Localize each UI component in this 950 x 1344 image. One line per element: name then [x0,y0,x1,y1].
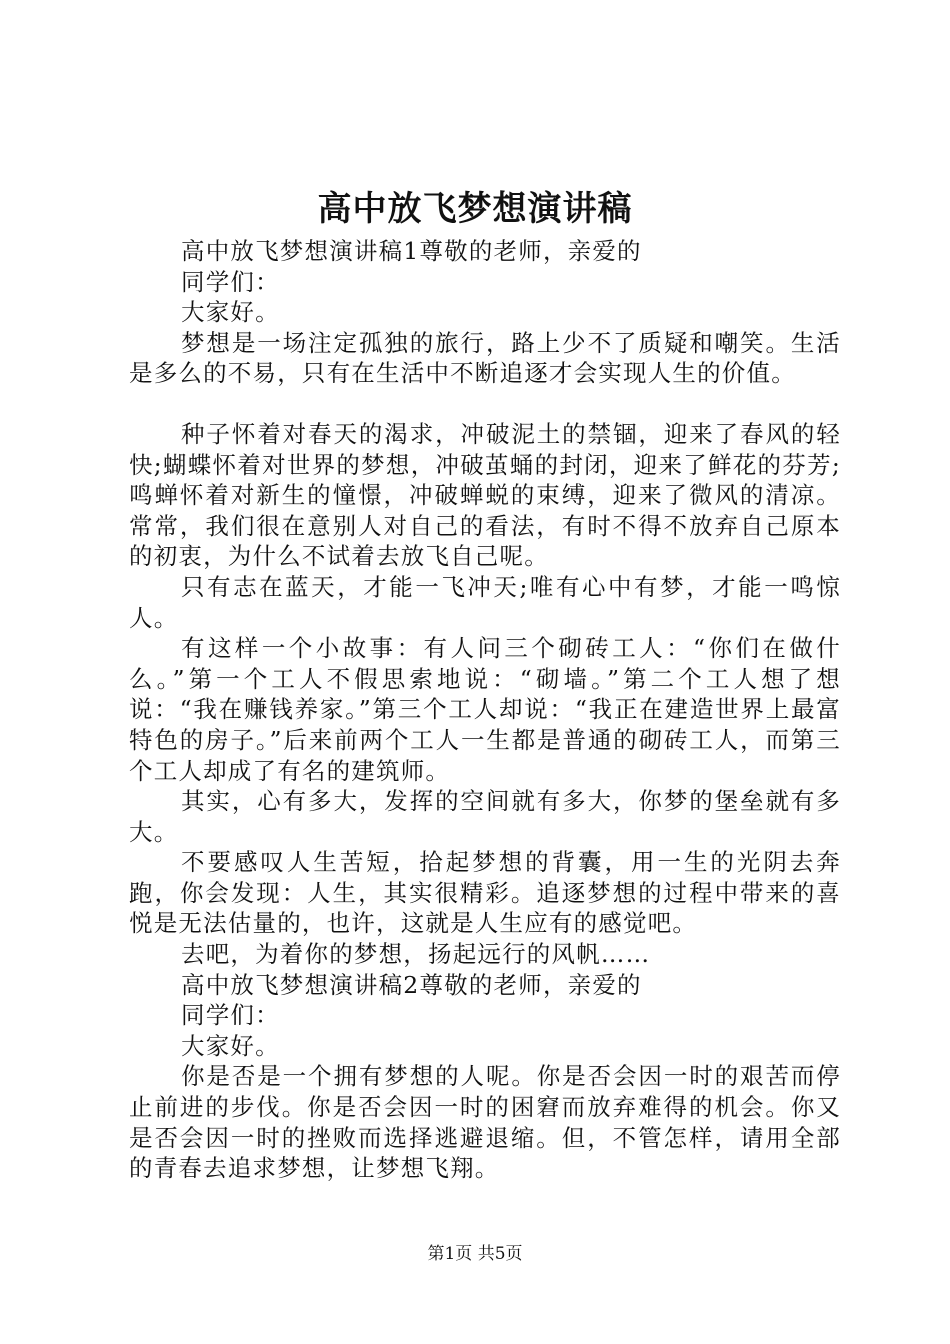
document-body [129,236,841,1184]
paragraph: 梦想是一场注定孤独的旅行，路上少不了质疑和嘲笑。生活是多么的不易，只有在生活中不断追逐才会实现人生的价值。 [129,328,841,388]
paragraph: 有这样一个小故事：有人问三个砌砖工人：“你们在做什么。”第一个工人不假思索地说：“砌墙。”第二个工人想了想说：“我在赚钱养家。”第三个工人却说：“我正在建造世界上最富特色的房子。”后来前两个工人一生都是普通的砌砖工人，而第三个工人却成了有名的建筑师。 [129,634,841,785]
paragraph: 高中放飞梦想演讲稿1尊敬的老师，亲爱的 [181,237,642,265]
document-title: 高中放飞梦想演讲稿 [317,189,633,229]
paragraph: 其实，心有多大，发挥的空间就有多大，你梦的堡垒就有多大。 [129,787,841,846]
paragraph: 去吧，为着你的梦想，扬起远行的风帆…… [181,940,651,969]
paragraph: 高中放飞梦想演讲稿2尊敬的老师，亲爱的 [181,970,642,999]
paragraph: 你是否是一个拥有梦想的人呢。你是否会因一时的艰苦而停止前进的步伐。你是否会因一时的困窘而放弃难得的机会。你又是否会因一时的挫败而选择逃避退缩。但，不管怎样，请用全部的青春去追求梦想，让梦想飞翔。 [129,1062,841,1183]
page-footer: 第1页 共5页 [427,1244,523,1264]
paragraph: 同学们： [181,267,280,296]
paragraph: 只有志在蓝天，才能一飞冲天;唯有心中有梦，才能一鸣惊人。 [129,572,841,632]
paragraph: 大家好。 [181,298,280,327]
paragraph: 不要感叹人生苦短，拾起梦想的背囊，用一生的光阴去奔跑，你会发现：人生，其实很精彩。追逐梦想的过程中带来的喜悦是无法估量的，也许，这就是人生应有的感觉吧。 [129,848,841,938]
paragraph: 大家好。 [181,1031,280,1060]
paragraph: 种子怀着对春天的渴求，冲破泥土的禁锢，迎来了春风的轻快;蝴蝶怀着对世界的梦想，冲破茧蛹的封闭，迎来了鲜花的芬芳;鸣蝉怀着对新生的憧憬，冲破蝉蜕的束缚，迎来了微风的清凉。常常，我们很在意别人对自己的看法，有时不得不放弃自己原本的初衷，为什么不试着去放飞自己呢。 [129,419,841,571]
paragraph-gap [129,389,841,419]
paragraph: 同学们： [181,1001,280,1030]
